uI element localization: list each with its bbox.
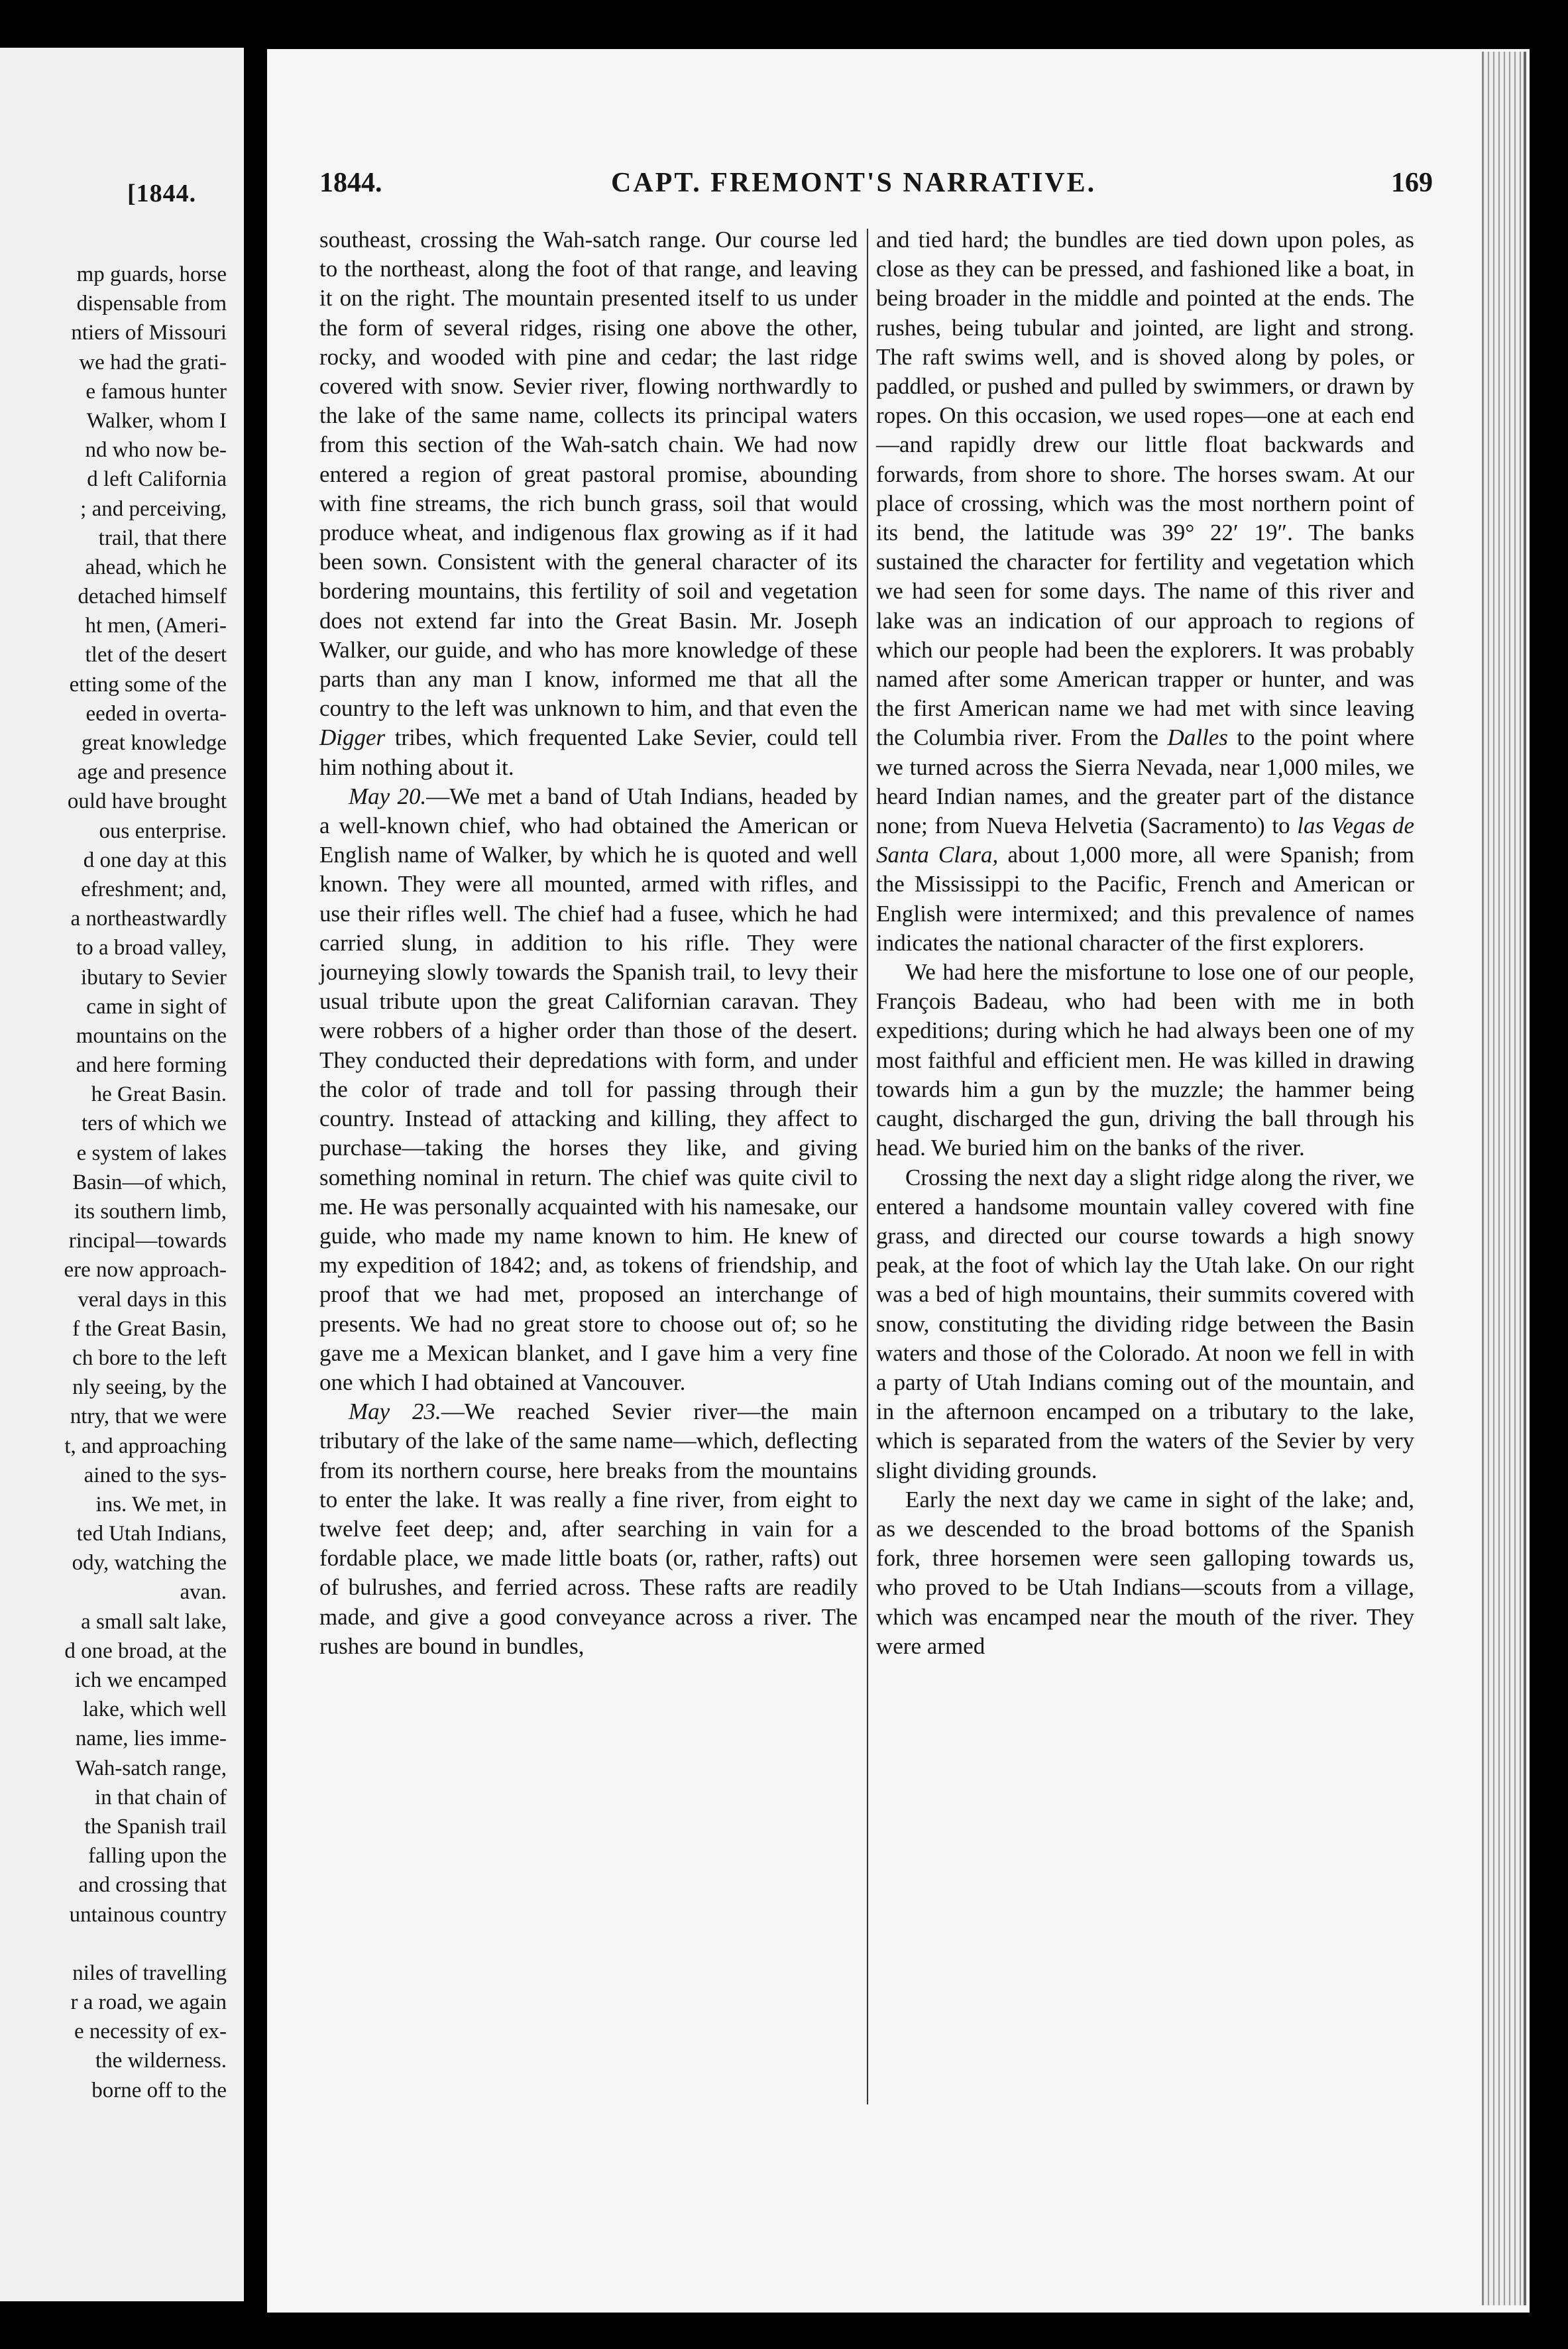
previous-page-line: ters of which we — [81, 1112, 227, 1136]
previous-page — [0, 48, 244, 2301]
previous-page-line: e system of lakes — [76, 1141, 227, 1165]
previous-page-line: came in sight of — [86, 994, 227, 1019]
previous-page-line: niles of travelling — [72, 1961, 227, 1985]
previous-page-line: f the Great Basin, — [72, 1316, 227, 1341]
left-column — [319, 225, 858, 1661]
previous-page-line: mountains on the — [76, 1023, 227, 1048]
previous-page-line: ntry, that we were — [70, 1404, 227, 1429]
previous-page-line: ted Utah Indians, — [76, 1522, 227, 1546]
previous-page-line: ch bore to the left — [72, 1346, 227, 1370]
previous-page-line: ahead, which he — [85, 555, 227, 579]
paragraph-may-23: May 23.—We reached Sevier river—the main tributary of the lake of the same name—which, deflecting from its northern course, here breaks from the mountains to enter the lake. It was really a fine river, from eight to twelve feet deep; and, after searching in vain for a fordable place, we made little boats (or, rather, rafts) out of bulrushes, and ferried across. These rafts are readily made, and give a good conveyance across a river. The rushes are bound in bundles, — [319, 1399, 858, 1659]
previous-page-line: dispensable from — [76, 292, 227, 316]
previous-page-line: r a road, we again — [70, 1990, 227, 2015]
previous-page-line: avan. — [180, 1580, 227, 1605]
header-title: CAPT. FREMONT'S NARRATIVE. — [611, 168, 1097, 198]
page-edges — [1482, 52, 1526, 2305]
paragraph: Crossing the next day a slight ridge along the river, we entered a handsome mountain valley covered with fine grass, and directed our course towards a high snowy peak, at the foot of which lay the Utah lake. On our right was a bed of high mountains, their summits covered with snow, constituting the dividing ridge between the Basin waters and those of the Colorado. At noon we fell in with a party of Utah Indians coming out of the mountain, and in the afternoon encamped on a tributary to the lake, which is separated from the waters of the Sevier by very slight dividing grounds. — [876, 1164, 1414, 1483]
previous-page-line: Wah-satch range, — [75, 1756, 227, 1780]
previous-page-line: Walker, whom I — [86, 408, 227, 433]
previous-page-line: efreshment; and, — [81, 877, 227, 901]
previous-page-line: we had the grati- — [79, 350, 227, 374]
running-head — [319, 167, 1433, 201]
previous-page-line: great knowledge — [82, 731, 227, 755]
previous-page-line: ibutary to Sevier — [81, 965, 227, 990]
previous-page-line: a small salt lake, — [81, 1609, 227, 1634]
previous-page-line: tlet of the desert — [85, 643, 227, 667]
previous-page-line: ich we encamped — [74, 1668, 227, 1692]
previous-page-line: its southern limb, — [74, 1200, 227, 1224]
previous-page-line: and here forming — [76, 1053, 227, 1078]
previous-page-line — [0, 1929, 227, 1959]
previous-page-line: falling upon the — [88, 1844, 227, 1868]
paragraph: southeast, crossing the Wah-satch range. Our course led to the northeast, along the foot of that range, and leaving it on the right. The mountain presented itself to us under the form of several ridges, rising one above the other, rocky, and wooded with pine and cedar; the last ridge covered with snow. Sevier river, flowing northwardly to the lake of the same name, collects its principal waters from this section of the Wah-satch chain. We had now entered a region of great pastoral promise, abounding with fine streams, the rich bunch grass, soil that would produce wheat, and indigenous flax growing as if it had been sown. Consistent with the general character of its bordering mountains, this fertility of soil and vegetation does not extend far into the Great Basin. Mr. Joseph Walker, our guide, and who has more knowledge of these parts than any man I know, informed me that all the country to the left was unknown to him, and that even the Digger tribes, which frequented Lake Sevier, could tell him nothing about it. — [319, 227, 858, 780]
previous-page-line: ous enterprise. — [99, 819, 227, 843]
previous-page-line: e necessity of ex- — [74, 2020, 227, 2044]
previous-page-line: trail, that there — [98, 526, 227, 550]
right-column — [876, 225, 1414, 1661]
previous-page-line: ht men, (Ameri- — [85, 614, 227, 638]
previous-page-line: the wilderness. — [95, 2049, 227, 2073]
previous-page-line: d one broad, at the — [64, 1638, 227, 1663]
previous-page-line: eeded in overta- — [85, 701, 227, 726]
previous-page-line: to a broad valley, — [76, 936, 227, 960]
previous-page-line: ere now approach- — [64, 1258, 227, 1283]
previous-page-header: [1844. — [127, 180, 197, 207]
page-number: 169 — [1391, 168, 1433, 198]
previous-page-line: rincipal—towards — [68, 1229, 227, 1253]
previous-page-line: he Great Basin. — [91, 1082, 227, 1107]
column-rule — [867, 229, 868, 2104]
previous-page-line: etting some of the — [69, 672, 227, 697]
previous-page-line: t, and approaching — [64, 1434, 227, 1458]
previous-page-line: ody, watching the — [72, 1551, 227, 1576]
previous-page-line: nd who now be- — [85, 438, 227, 463]
previous-page-line: nly seeing, by the — [72, 1375, 227, 1400]
previous-page-line: a northeastwardly — [70, 907, 227, 931]
previous-page-line: age and presence — [77, 760, 227, 785]
previous-page-line: name, lies imme- — [75, 1727, 227, 1751]
paragraph: We had here the misfortune to lose one of our people, François Badeau, who had been with me in both expeditions; during which he had always been one of my most faithful and efficient men. He was killed in drawing towards him a gun by the muzzle; the hammer being caught, discharged the gun, driving the ball through his head. We buried him on the banks of the river. — [876, 959, 1414, 1161]
previous-page-line: veral days in this — [78, 1287, 227, 1312]
previous-page-line: Basin—of which, — [72, 1170, 227, 1194]
previous-page-line: untainous country — [69, 1902, 227, 1927]
paragraph: and tied hard; the bundles are tied down upon poles, as close as they can be pressed, and fashioned like a boat, in being broader in the middle and pointed at the ends. The rushes, being tubular and jointed, are light and strong. The raft swims well, and is shoved along by poles, or paddled, or pushed and pulled by swimmers, or drawn by ropes. On this occasion, we used ropes—one at each end—and rapidly drew our little float backwards and forwards, from shore to shore. The horses swam. At our place of crossing, which was the most northern point of its bend, the latitude was 39° 22′ 19″. The banks sustained the character for fertility and vegetation which we had seen for some days. The name of this river and lake was an indication of our approach to regions of which our people had been the explorers. It was probably named after some American trapper or hunter, and was the first American name we had met with since leaving the Columbia river. From the Dalles to the point where we turned across the Sierra Nevada, near 1,000 miles, we heard Indian names, and the greater part of the distance none; from Nueva Helvetia (Sacramento) to las Vegas de Santa Clara, about 1,000 more, all were Spanish; from the Mississippi to the Pacific, French and American or English were intermixed; and this prevalence of names indicates the national character of the first explorers. — [876, 227, 1415, 956]
header-year: 1844. — [319, 168, 382, 198]
previous-page-line: ould have brought — [67, 789, 227, 814]
paragraph-may-20: May 20.—We met a band of Utah Indians, headed by a well-known chief, who had obtained the American or English name of Walker, by which he is quoted and well known. They were all mounted, armed with rifles, and use their rifles well. The chief had a fusee, which he had carried slung, in addition to his rifle. They were journeying slowly towards the Spanish trail, to levy their usual tribute upon the great Californian caravan. They were robbers of a higher order than those of the desert. They conducted their depredations with form, and under the color of trade and toll for passing through their country. Instead of attacking and killing, they affect to purchase—taking the horses they like, and giving something nominal in return. The chief was quite civil to me. He was personally acquainted with his namesake, our guide, who made my name known to him. He knew of my expedition of 1842; and, as tokens of friendship, and proof that we had met, proposed an interchange of presents. We had no great store to choose out of; so he gave me a Mexican blanket, and I gave him a very fine one which I had obtained at Vancouver. — [319, 783, 858, 1395]
previous-page-line: detached himself — [78, 585, 227, 609]
previous-page-line: and crossing that — [78, 1873, 227, 1898]
previous-page-line: e famous hunter — [85, 379, 227, 404]
paragraph: Early the next day we came in sight of the lake; and, as we descended to the broad bottoms of the Spanish fork, three horsemen were seen galloping towards us, who proved to be Utah Indians—scouts from a village, which was encamped near the mouth of the river. They were armed — [876, 1486, 1414, 1659]
previous-page-line: lake, which well — [82, 1697, 227, 1722]
previous-page-line: ins. We met, in — [95, 1492, 227, 1517]
previous-page-line: ained to the sys- — [84, 1463, 227, 1487]
previous-page-line: borne off to the — [91, 2078, 227, 2102]
previous-page-line: d one day at this — [83, 848, 227, 872]
previous-page-text — [0, 260, 227, 2105]
previous-page-line: d left California — [87, 467, 227, 492]
previous-page-line: mp guards, horse — [76, 262, 227, 286]
previous-page-line: the Spanish trail — [84, 1814, 227, 1839]
previous-page-line: ; and perceiving, — [80, 496, 227, 521]
previous-page-line: in that chain of — [95, 1785, 227, 1809]
previous-page-line: ntiers of Missouri — [71, 321, 227, 345]
